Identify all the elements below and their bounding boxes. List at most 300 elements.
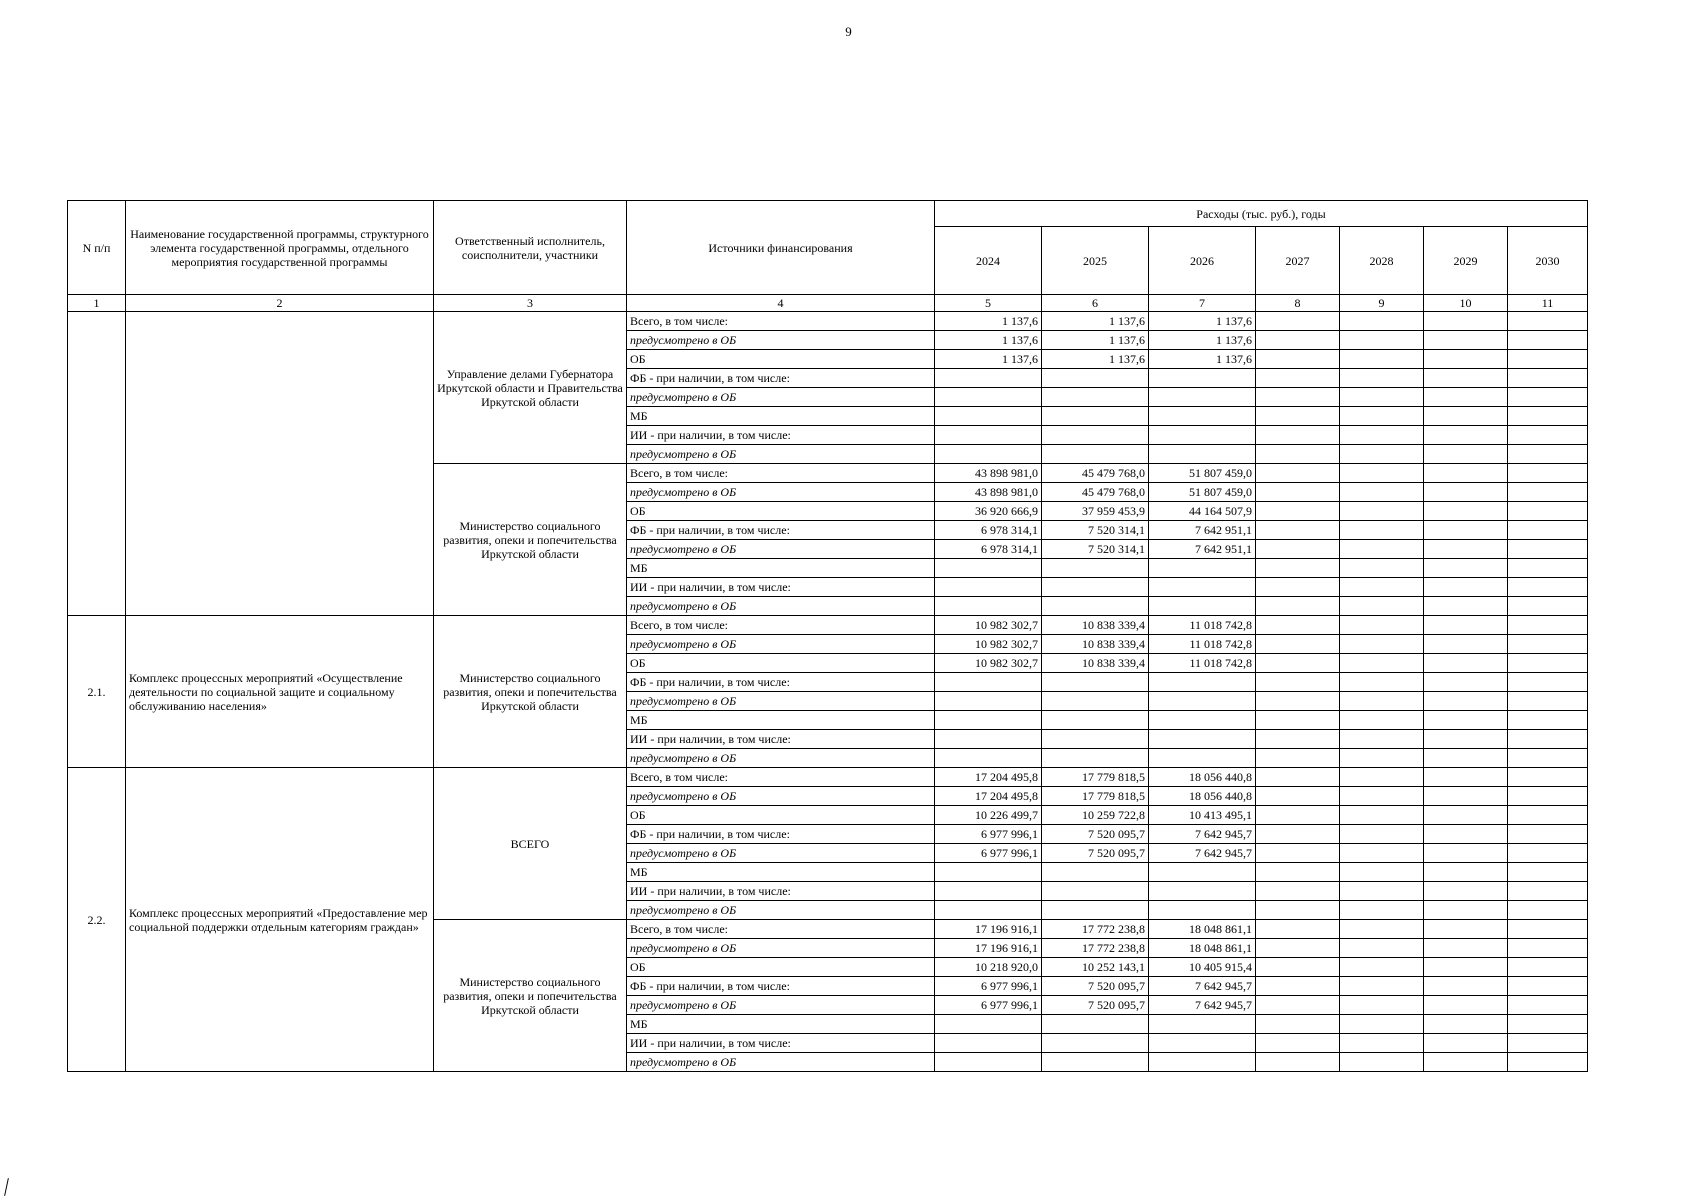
amount-cell [1042,863,1149,882]
executor-cell: ВСЕГО [434,768,627,920]
amount-cell: 37 959 453,9 [1042,502,1149,521]
amount-cell [1424,996,1508,1015]
amount-cell [1424,1015,1508,1034]
amount-cell: 10 982 302,7 [935,616,1042,635]
amount-cell [1424,939,1508,958]
amount-cell [1042,673,1149,692]
amount-cell [1508,597,1588,616]
amount-cell [935,597,1042,616]
funding-source: ОБ [627,806,935,825]
funding-source: предусмотрено в ОБ [627,483,935,502]
funding-source: предусмотрено в ОБ [627,331,935,350]
amount-cell [1256,407,1340,426]
amount-cell [1340,825,1424,844]
funding-source: ФБ - при наличии, в том числе: [627,825,935,844]
amount-cell [1508,768,1588,787]
amount-cell: 51 807 459,0 [1149,483,1256,502]
amount-cell [1256,654,1340,673]
amount-cell: 1 137,6 [1149,331,1256,350]
amount-cell [1424,730,1508,749]
funding-source: МБ [627,863,935,882]
header-num: N п/п [68,201,126,295]
amount-cell [1508,939,1588,958]
amount-cell [935,711,1042,730]
funding-source: ФБ - при наличии, в том числе: [627,977,935,996]
amount-cell: 18 056 440,8 [1149,787,1256,806]
amount-cell: 7 520 095,7 [1042,844,1149,863]
amount-cell: 43 898 981,0 [935,464,1042,483]
amount-cell [935,863,1042,882]
amount-cell [1149,578,1256,597]
amount-cell [1508,749,1588,768]
column-number: 1 [68,295,126,312]
column-number: 5 [935,295,1042,312]
amount-cell [1256,331,1340,350]
amount-cell [1340,977,1424,996]
amount-cell [1340,1053,1424,1072]
funding-source: МБ [627,1015,935,1034]
program-name [126,312,434,616]
amount-cell [1508,863,1588,882]
amount-cell [935,388,1042,407]
amount-cell [1149,749,1256,768]
amount-cell [1424,825,1508,844]
funding-source: ОБ [627,958,935,977]
amount-cell [1042,426,1149,445]
amount-cell [935,1034,1042,1053]
amount-cell [1424,654,1508,673]
amount-cell [1508,312,1588,331]
funding-source: МБ [627,559,935,578]
amount-cell [1508,825,1588,844]
amount-cell [1042,1015,1149,1034]
funding-source: Всего, в том числе: [627,920,935,939]
funding-source: Всего, в том числе: [627,616,935,635]
amount-cell: 45 479 768,0 [1042,483,1149,502]
amount-cell [1340,331,1424,350]
amount-cell [1508,616,1588,635]
amount-cell [1149,1034,1256,1053]
amount-cell [1424,977,1508,996]
amount-cell [1508,407,1588,426]
funding-source: ИИ - при наличии, в том числе: [627,426,935,445]
amount-cell [1042,369,1149,388]
table-body [68,312,1588,1072]
amount-cell: 10 982 302,7 [935,654,1042,673]
margin-mark [4,1178,9,1196]
executor-cell: Управление делами Губернатора Иркутской области и Правительства Иркутской области [434,312,627,464]
amount-cell [1508,445,1588,464]
funding-source: ИИ - при наличии, в том числе: [627,578,935,597]
page-number: 9 [845,24,852,39]
amount-cell [1424,483,1508,502]
amount-cell: 17 204 495,8 [935,768,1042,787]
amount-cell [1424,616,1508,635]
amount-cell [1508,692,1588,711]
amount-cell: 11 018 742,8 [1149,654,1256,673]
amount-cell: 6 977 996,1 [935,825,1042,844]
amount-cell [935,749,1042,768]
amount-cell [1149,445,1256,464]
amount-cell [1508,901,1588,920]
header-executor: Ответственный исполнитель, соисполнители, участники [434,201,627,295]
amount-cell: 17 204 495,8 [935,787,1042,806]
amount-cell [935,1053,1042,1072]
funding-source: ФБ - при наличии, в том числе: [627,521,935,540]
amount-cell: 10 838 339,4 [1042,654,1149,673]
funding-source: предусмотрено в ОБ [627,787,935,806]
amount-cell [935,445,1042,464]
amount-cell [1508,673,1588,692]
amount-cell [1424,369,1508,388]
header-year: 2030 [1508,227,1588,295]
amount-cell [1340,521,1424,540]
amount-cell [1256,977,1340,996]
amount-cell [1340,654,1424,673]
funding-source: ИИ - при наличии, в том числе: [627,730,935,749]
amount-cell [1340,958,1424,977]
table-row [68,616,1588,635]
amount-cell [1340,844,1424,863]
amount-cell [1340,597,1424,616]
amount-cell: 7 642 945,7 [1149,844,1256,863]
amount-cell [1424,578,1508,597]
amount-cell: 10 413 495,1 [1149,806,1256,825]
amount-cell: 7 520 095,7 [1042,996,1149,1015]
header-name: Наименование государственной программы, структурного элемента государственной программы, отдельного мероприятия государственной программы [126,201,434,295]
funding-source: предусмотрено в ОБ [627,939,935,958]
amount-cell: 1 137,6 [935,312,1042,331]
amount-cell [1424,597,1508,616]
amount-cell: 7 520 095,7 [1042,977,1149,996]
amount-cell [1340,920,1424,939]
amount-cell: 10 259 722,8 [1042,806,1149,825]
amount-cell [1256,312,1340,331]
amount-cell: 6 978 314,1 [935,540,1042,559]
funding-source: предусмотрено в ОБ [627,540,935,559]
table-row [68,312,1588,331]
amount-cell [1042,1053,1149,1072]
amount-cell: 7 642 945,7 [1149,977,1256,996]
amount-cell [1508,977,1588,996]
amount-cell: 10 405 915,4 [1149,958,1256,977]
funding-source: Всего, в том числе: [627,768,935,787]
amount-cell: 10 252 143,1 [1042,958,1149,977]
header-year: 2028 [1340,227,1424,295]
amount-cell [1508,426,1588,445]
amount-cell: 43 898 981,0 [935,483,1042,502]
column-number: 10 [1424,295,1508,312]
amount-cell [1508,578,1588,597]
column-number: 9 [1340,295,1424,312]
amount-cell [1424,1053,1508,1072]
amount-cell: 1 137,6 [935,331,1042,350]
amount-cell: 10 838 339,4 [1042,635,1149,654]
amount-cell [1424,806,1508,825]
amount-cell: 18 056 440,8 [1149,768,1256,787]
amount-cell: 11 018 742,8 [1149,616,1256,635]
amount-cell [1508,958,1588,977]
amount-cell [1508,1015,1588,1034]
amount-cell [1340,996,1424,1015]
amount-cell [1256,673,1340,692]
amount-cell [1149,388,1256,407]
amount-cell [1340,730,1424,749]
amount-cell [1042,407,1149,426]
funding-source: ОБ [627,502,935,521]
amount-cell [1149,1015,1256,1034]
amount-cell: 18 048 861,1 [1149,920,1256,939]
amount-cell [1256,635,1340,654]
amount-cell [1340,350,1424,369]
amount-cell [935,901,1042,920]
funding-source: ФБ - при наличии, в том числе: [627,673,935,692]
column-number: 6 [1042,295,1149,312]
column-numbers-row [68,295,1588,312]
executor-cell: Министерство социального развития, опеки и попечительства Иркутской области [434,616,627,768]
amount-cell [1042,597,1149,616]
amount-cell [1256,426,1340,445]
amount-cell: 1 137,6 [1042,331,1149,350]
amount-cell [1042,388,1149,407]
amount-cell [1424,901,1508,920]
amount-cell [1508,844,1588,863]
amount-cell: 7 520 314,1 [1042,540,1149,559]
amount-cell [1256,711,1340,730]
amount-cell [1340,559,1424,578]
amount-cell [1256,597,1340,616]
amount-cell [935,578,1042,597]
amount-cell [1508,331,1588,350]
amount-cell [1340,939,1424,958]
amount-cell [1508,806,1588,825]
amount-cell [1042,559,1149,578]
amount-cell [1256,920,1340,939]
amount-cell [1424,426,1508,445]
column-number: 8 [1256,295,1340,312]
amount-cell [1508,1034,1588,1053]
amount-cell [1424,673,1508,692]
amount-cell [1149,597,1256,616]
program-name: Комплекс процессных мероприятий «Осуществление деятельности по социальной защите и социальному обслуживанию населения» [126,616,434,768]
amount-cell [1256,825,1340,844]
amount-cell [1424,540,1508,559]
amount-cell [1340,464,1424,483]
amount-cell [1256,1053,1340,1072]
amount-cell [1256,901,1340,920]
amount-cell [1256,559,1340,578]
funding-source: предусмотрено в ОБ [627,844,935,863]
amount-cell [935,692,1042,711]
amount-cell [1149,692,1256,711]
amount-cell [1424,692,1508,711]
funding-source: Всего, в том числе: [627,464,935,483]
amount-cell [1424,882,1508,901]
amount-cell: 6 978 314,1 [935,521,1042,540]
amount-cell [1508,1053,1588,1072]
amount-cell [1149,730,1256,749]
amount-cell: 7 642 945,7 [1149,825,1256,844]
amount-cell [1424,559,1508,578]
amount-cell: 7 520 095,7 [1042,825,1149,844]
funding-source: МБ [627,407,935,426]
amount-cell [1256,806,1340,825]
amount-cell [1256,521,1340,540]
amount-cell [1042,1034,1149,1053]
amount-cell [1042,901,1149,920]
amount-cell [1256,958,1340,977]
amount-cell [1256,1015,1340,1034]
header-year: 2026 [1149,227,1256,295]
amount-cell: 7 642 951,1 [1149,540,1256,559]
amount-cell: 45 479 768,0 [1042,464,1149,483]
amount-cell [1256,787,1340,806]
header-expenses: Расходы (тыс. руб.), годы [935,201,1588,227]
amount-cell [1149,426,1256,445]
amount-cell [1508,711,1588,730]
amount-cell [1340,901,1424,920]
funding-source: предусмотрено в ОБ [627,445,935,464]
amount-cell [1256,692,1340,711]
amount-cell [1149,863,1256,882]
amount-cell: 44 164 507,9 [1149,502,1256,521]
amount-cell [1256,578,1340,597]
funding-source: Всего, в том числе: [627,312,935,331]
amount-cell [1424,787,1508,806]
amount-cell [1508,654,1588,673]
amount-cell [1340,312,1424,331]
amount-cell: 10 218 920,0 [935,958,1042,977]
row-number: 2.2. [68,768,126,1072]
amount-cell [1508,483,1588,502]
header-year: 2027 [1256,227,1340,295]
amount-cell [1340,483,1424,502]
amount-cell [1149,901,1256,920]
amount-cell [1256,749,1340,768]
funding-source: ИИ - при наличии, в том числе: [627,882,935,901]
amount-cell [1340,502,1424,521]
header-year: 2024 [935,227,1042,295]
amount-cell [1256,768,1340,787]
amount-cell [1424,768,1508,787]
amount-cell [1256,483,1340,502]
amount-cell: 6 977 996,1 [935,977,1042,996]
amount-cell: 1 137,6 [1149,312,1256,331]
amount-cell [1424,331,1508,350]
amount-cell [1508,920,1588,939]
amount-cell [1256,730,1340,749]
amount-cell [1149,711,1256,730]
amount-cell: 6 977 996,1 [935,844,1042,863]
amount-cell: 51 807 459,0 [1149,464,1256,483]
amount-cell [1256,996,1340,1015]
amount-cell [1508,369,1588,388]
amount-cell [1149,882,1256,901]
amount-cell: 7 520 314,1 [1042,521,1149,540]
amount-cell [1340,787,1424,806]
column-number: 11 [1508,295,1588,312]
header-source: Источники финансирования [627,201,935,295]
amount-cell: 17 772 238,8 [1042,920,1149,939]
amount-cell: 36 920 666,9 [935,502,1042,521]
amount-cell [1256,540,1340,559]
amount-cell: 10 226 499,7 [935,806,1042,825]
amount-cell [935,407,1042,426]
amount-cell [1424,844,1508,863]
amount-cell [1256,369,1340,388]
amount-cell [1508,540,1588,559]
amount-cell: 10 982 302,7 [935,635,1042,654]
amount-cell [1340,578,1424,597]
amount-cell [1149,1053,1256,1072]
amount-cell [1340,806,1424,825]
amount-cell: 1 137,6 [935,350,1042,369]
header-year: 2025 [1042,227,1149,295]
amount-cell [1256,350,1340,369]
funding-source: ОБ [627,350,935,369]
amount-cell [1424,407,1508,426]
amount-cell: 18 048 861,1 [1149,939,1256,958]
amount-cell [1042,882,1149,901]
executor-cell: Министерство социального развития, опеки и попечительства Иркутской области [434,920,627,1072]
amount-cell [1340,369,1424,388]
amount-cell: 1 137,6 [1149,350,1256,369]
amount-cell [1508,996,1588,1015]
amount-cell [1149,407,1256,426]
funding-source: ФБ - при наличии, в том числе: [627,369,935,388]
amount-cell [1149,369,1256,388]
amount-cell [1424,445,1508,464]
program-name: Комплекс процессных мероприятий «Предоставление мер социальной поддержки отдельным категориям граждан» [126,768,434,1072]
amount-cell [1340,426,1424,445]
amount-cell: 1 137,6 [1042,312,1149,331]
amount-cell [935,426,1042,445]
budget-table [67,200,1588,1072]
table-row [68,768,1588,787]
amount-cell [1508,502,1588,521]
amount-cell [935,673,1042,692]
amount-cell [1256,502,1340,521]
amount-cell: 17 772 238,8 [1042,939,1149,958]
amount-cell [935,1015,1042,1034]
funding-source: МБ [627,711,935,730]
amount-cell [1340,749,1424,768]
amount-cell [1340,445,1424,464]
amount-cell [1424,502,1508,521]
amount-cell [1508,882,1588,901]
funding-source: ОБ [627,654,935,673]
amount-cell [1340,407,1424,426]
amount-cell [1424,464,1508,483]
amount-cell [1340,1034,1424,1053]
amount-cell [1042,578,1149,597]
amount-cell [1149,559,1256,578]
header-year: 2029 [1424,227,1508,295]
amount-cell [1256,464,1340,483]
amount-cell [1508,559,1588,578]
amount-cell [1508,730,1588,749]
amount-cell [1256,882,1340,901]
amount-cell [1042,749,1149,768]
funding-source: предусмотрено в ОБ [627,597,935,616]
amount-cell [1508,350,1588,369]
funding-source: предусмотрено в ОБ [627,692,935,711]
amount-cell: 17 779 818,5 [1042,787,1149,806]
amount-cell [1424,711,1508,730]
amount-cell [1424,388,1508,407]
amount-cell [1256,844,1340,863]
amount-cell [1508,388,1588,407]
